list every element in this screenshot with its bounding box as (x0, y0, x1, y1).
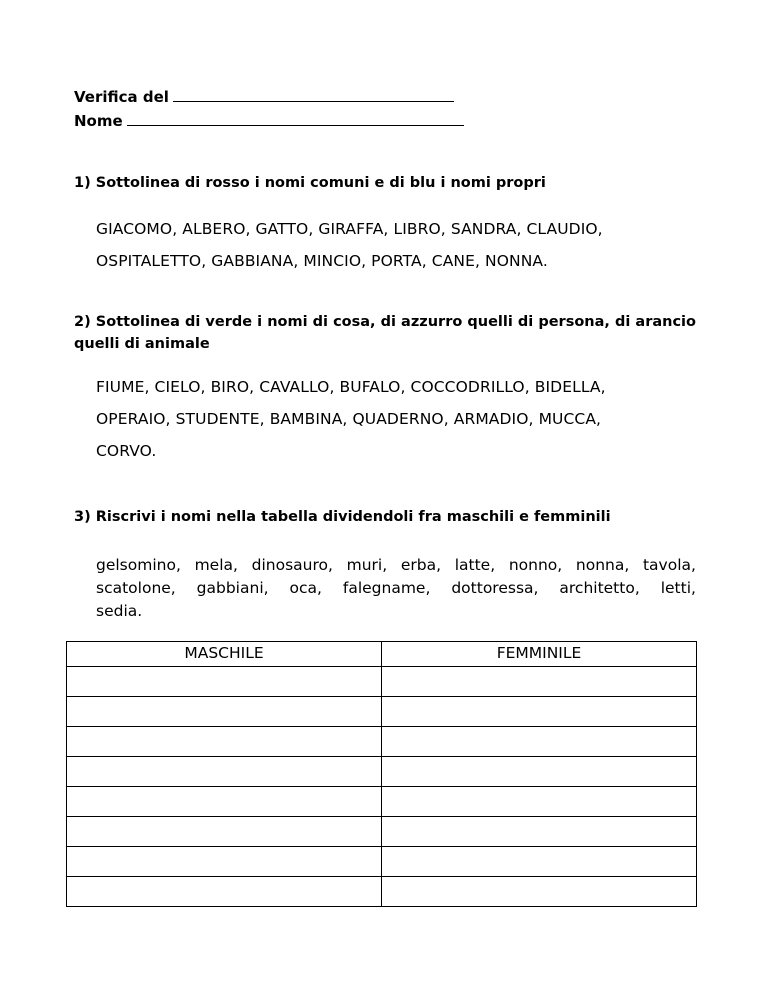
question-2-words (96, 371, 696, 467)
word: tavola, (642, 556, 696, 574)
table-row (67, 667, 697, 697)
question-1-title: 1) Sottolinea di rosso i nomi comuni e di blu i nomi propri (74, 175, 546, 191)
question-1-words (96, 213, 696, 277)
word: dottoressa, (451, 579, 539, 597)
word: nonno, (508, 556, 563, 574)
femminile-cell[interactable] (382, 697, 697, 727)
word: scatolone, (96, 579, 176, 597)
maschile-cell[interactable] (67, 667, 382, 697)
maschile-cell[interactable] (67, 877, 382, 907)
nome-label: Nome (74, 112, 123, 130)
word: nonna, (575, 556, 630, 574)
table-row (67, 757, 697, 787)
table-body (67, 667, 697, 907)
question-3-title: 3) Riscrivi i nomi nella tabella dividendoli fra maschili e femminili (74, 509, 611, 525)
table-header-row (67, 642, 697, 667)
word: latte, (454, 556, 496, 574)
verifica-label: Verifica del (74, 88, 169, 106)
femminile-cell[interactable] (382, 877, 697, 907)
word: gabbiani, (196, 579, 269, 597)
word: letti, (660, 579, 696, 597)
femminile-cell[interactable] (382, 667, 697, 697)
maschile-cell[interactable] (67, 757, 382, 787)
word-line: OPERAIO, STUDENTE, BAMBINA, QUADERNO, ARMADIO, MUCCA, (96, 410, 602, 428)
word: falegname, (342, 579, 431, 597)
table-row (67, 847, 697, 877)
word: mela, (194, 556, 238, 574)
femminile-cell[interactable] (382, 727, 697, 757)
maschile-cell[interactable] (67, 787, 382, 817)
word-line: FIUME, CIELO, BIRO, CAVALLO, BUFALO, COCCODRILLO, BIDELLA, (96, 378, 606, 396)
maschile-cell[interactable] (67, 847, 382, 877)
verifica-line (74, 87, 454, 107)
column-header-femminile: FEMMINILE (382, 642, 697, 667)
nome-line (74, 111, 464, 131)
word-line: OSPITALETTO, GABBIANA, MINCIO, PORTA, CANE, NONNA. (96, 252, 548, 270)
femminile-cell[interactable] (382, 847, 697, 877)
word-line (96, 600, 696, 623)
word-line: CORVO. (96, 442, 157, 460)
word: sedia. (96, 602, 143, 620)
gender-table (66, 641, 697, 907)
word: oca, (289, 579, 322, 597)
nome-blank[interactable] (127, 111, 464, 126)
femminile-cell[interactable] (382, 787, 697, 817)
question-3-words (96, 554, 696, 623)
table-row (67, 877, 697, 907)
femminile-cell[interactable] (382, 817, 697, 847)
table-row (67, 787, 697, 817)
verifica-blank[interactable] (173, 87, 454, 102)
table-row (67, 727, 697, 757)
maschile-cell[interactable] (67, 727, 382, 757)
word-line (96, 554, 696, 577)
table-row (67, 817, 697, 847)
femminile-cell[interactable] (382, 757, 697, 787)
question-2-title: 2) Sottolinea di verde i nomi di cosa, di azzurro quelli di persona, di arancio quelli di animale (74, 314, 696, 352)
word-line (96, 577, 696, 600)
word: muri, (346, 556, 388, 574)
column-header-maschile: MASCHILE (67, 642, 382, 667)
maschile-cell[interactable] (67, 817, 382, 847)
word: gelsomino, (96, 556, 181, 574)
word: architetto, (559, 579, 640, 597)
word: dinosauro, (251, 556, 333, 574)
word: erba, (400, 556, 442, 574)
word-line: GIACOMO, ALBERO, GATTO, GIRAFFA, LIBRO, SANDRA, CLAUDIO, (96, 220, 603, 238)
maschile-cell[interactable] (67, 697, 382, 727)
table-row (67, 697, 697, 727)
